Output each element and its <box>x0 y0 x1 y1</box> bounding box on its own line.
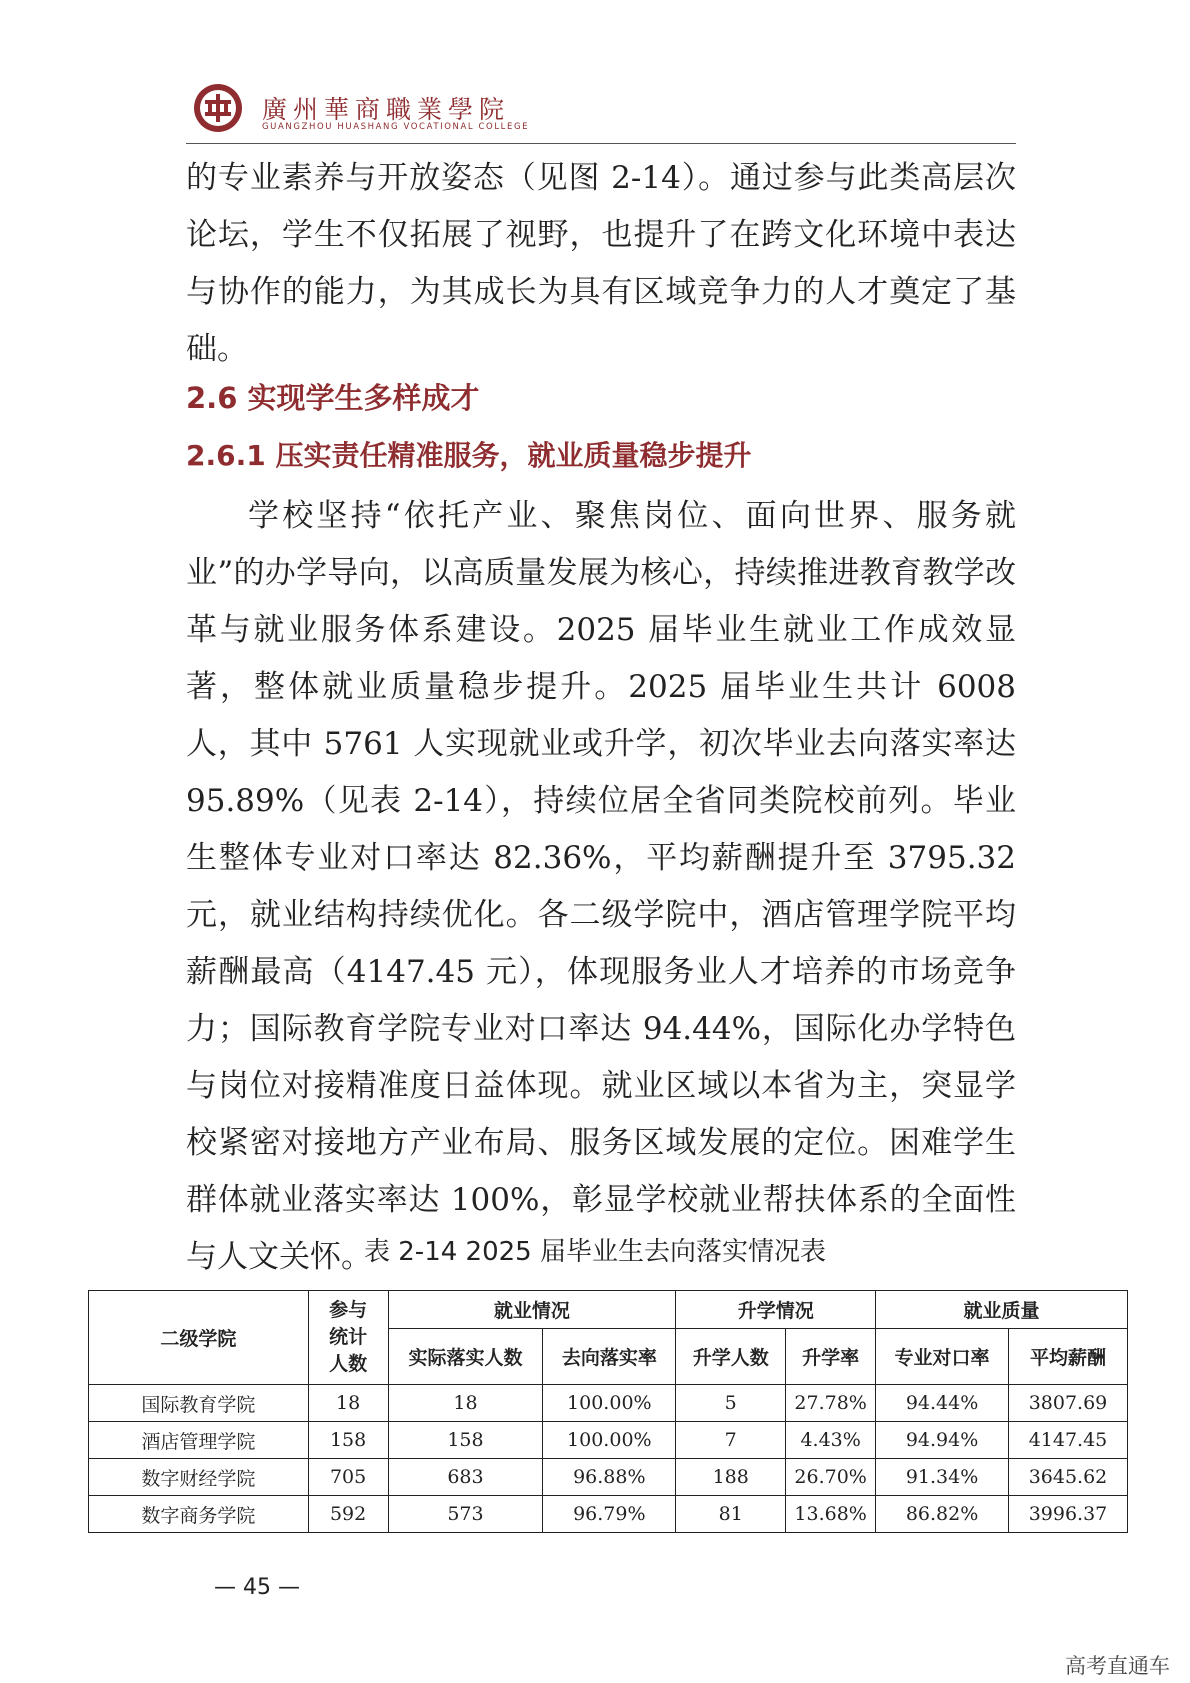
header-placement-rate: 去向落实率 <box>543 1329 676 1385</box>
school-name-en: GUANGZHOU HUASHANG VOCATIONAL COLLEGE <box>262 122 530 132</box>
employment-paragraph: 学校坚持“依托产业、聚焦岗位、面向世界、服务就业”的办学导向，以高质量发展为核心，持续推进教育教学改革与就业服务体系建设。2025 届毕业生就业工作成效显著，整体就业质量稳步提升。2025 届毕业生共计 6008 人，其中 5761 人实现就业或升学，初次毕业去向落实率达 95.89%（见表 2-14），持续位居全省同类院校前列。毕业生整体专业对口率达 82.36%，平均薪酬提升至 3795.32 元，就业结构持续优化。各二级学院中，酒店管理学院平均薪酬最高（4147.45 元），体现服务业人才培养的市场竞争力；国际教育学院专业对口率达 94.44%，国际化办学特色与岗位对接精准度日益体现。就业区域以本省为主，突显学校紧密对接地方产业布局、服务区域发展的定位。困难学生群体就业落实率达 100%，彰显学校就业帮扶体系的全面性与人文关怀。 <box>186 498 1016 1275</box>
header-employment: 就业情况 <box>388 1291 676 1329</box>
school-name-cn: 廣州華商職業學院 <box>262 95 511 124</box>
employment-paragraph-block <box>186 488 1016 1286</box>
header-further-rate: 升学率 <box>786 1329 876 1385</box>
page-header <box>186 78 1016 148</box>
table-caption: 表 2-14 2025 届毕业生去向落实情况表 <box>364 1237 826 1267</box>
header-count: 参与统计人数 <box>308 1291 388 1385</box>
header-placed: 实际落实人数 <box>388 1329 543 1385</box>
page-number: — 45 — <box>214 1575 300 1600</box>
header-further-count: 升学人数 <box>676 1329 786 1385</box>
header-college: 二级学院 <box>89 1291 309 1385</box>
paragraph-continuation: 的专业素养与开放姿态（见图 2-14）。通过参与此类高层次论坛，学生不仅拓展了视野，也提升了在跨文化环境中表达与协作的能力，为其成长为具有区域竞争力的人才奠定了基础。 <box>186 160 1016 367</box>
header-salary: 平均薪酬 <box>1009 1329 1128 1385</box>
college-logo-icon <box>192 82 244 134</box>
header-divider <box>186 143 1016 144</box>
header-further-study: 升学情况 <box>676 1291 876 1329</box>
header-quality: 就业质量 <box>876 1291 1128 1329</box>
table-row: 国际教育学院 18 18 100.00% 5 27.78% 94.44% 3807.69 <box>89 1385 1128 1422</box>
table-row: 酒店管理学院 158 158 100.00% 7 4.43% 94.94% 4147.45 <box>89 1422 1128 1459</box>
table-row: 数字商务学院 592 573 96.79% 81 13.68% 86.82% 3996.37 <box>89 1496 1128 1533</box>
intro-paragraph-block <box>186 150 1016 378</box>
graduate-placement-table <box>88 1290 1128 1533</box>
subsection-title: 2.6.1 压实责任精准服务，就业质量稳步提升 <box>186 439 752 472</box>
table-row: 数字财经学院 705 683 96.88% 188 26.70% 91.34% 3645.62 <box>89 1459 1128 1496</box>
section-title: 2.6 实现学生多样成才 <box>186 381 480 415</box>
watermark-text: 高考直通车 <box>1065 1654 1170 1678</box>
header-match-rate: 专业对口率 <box>876 1329 1009 1385</box>
